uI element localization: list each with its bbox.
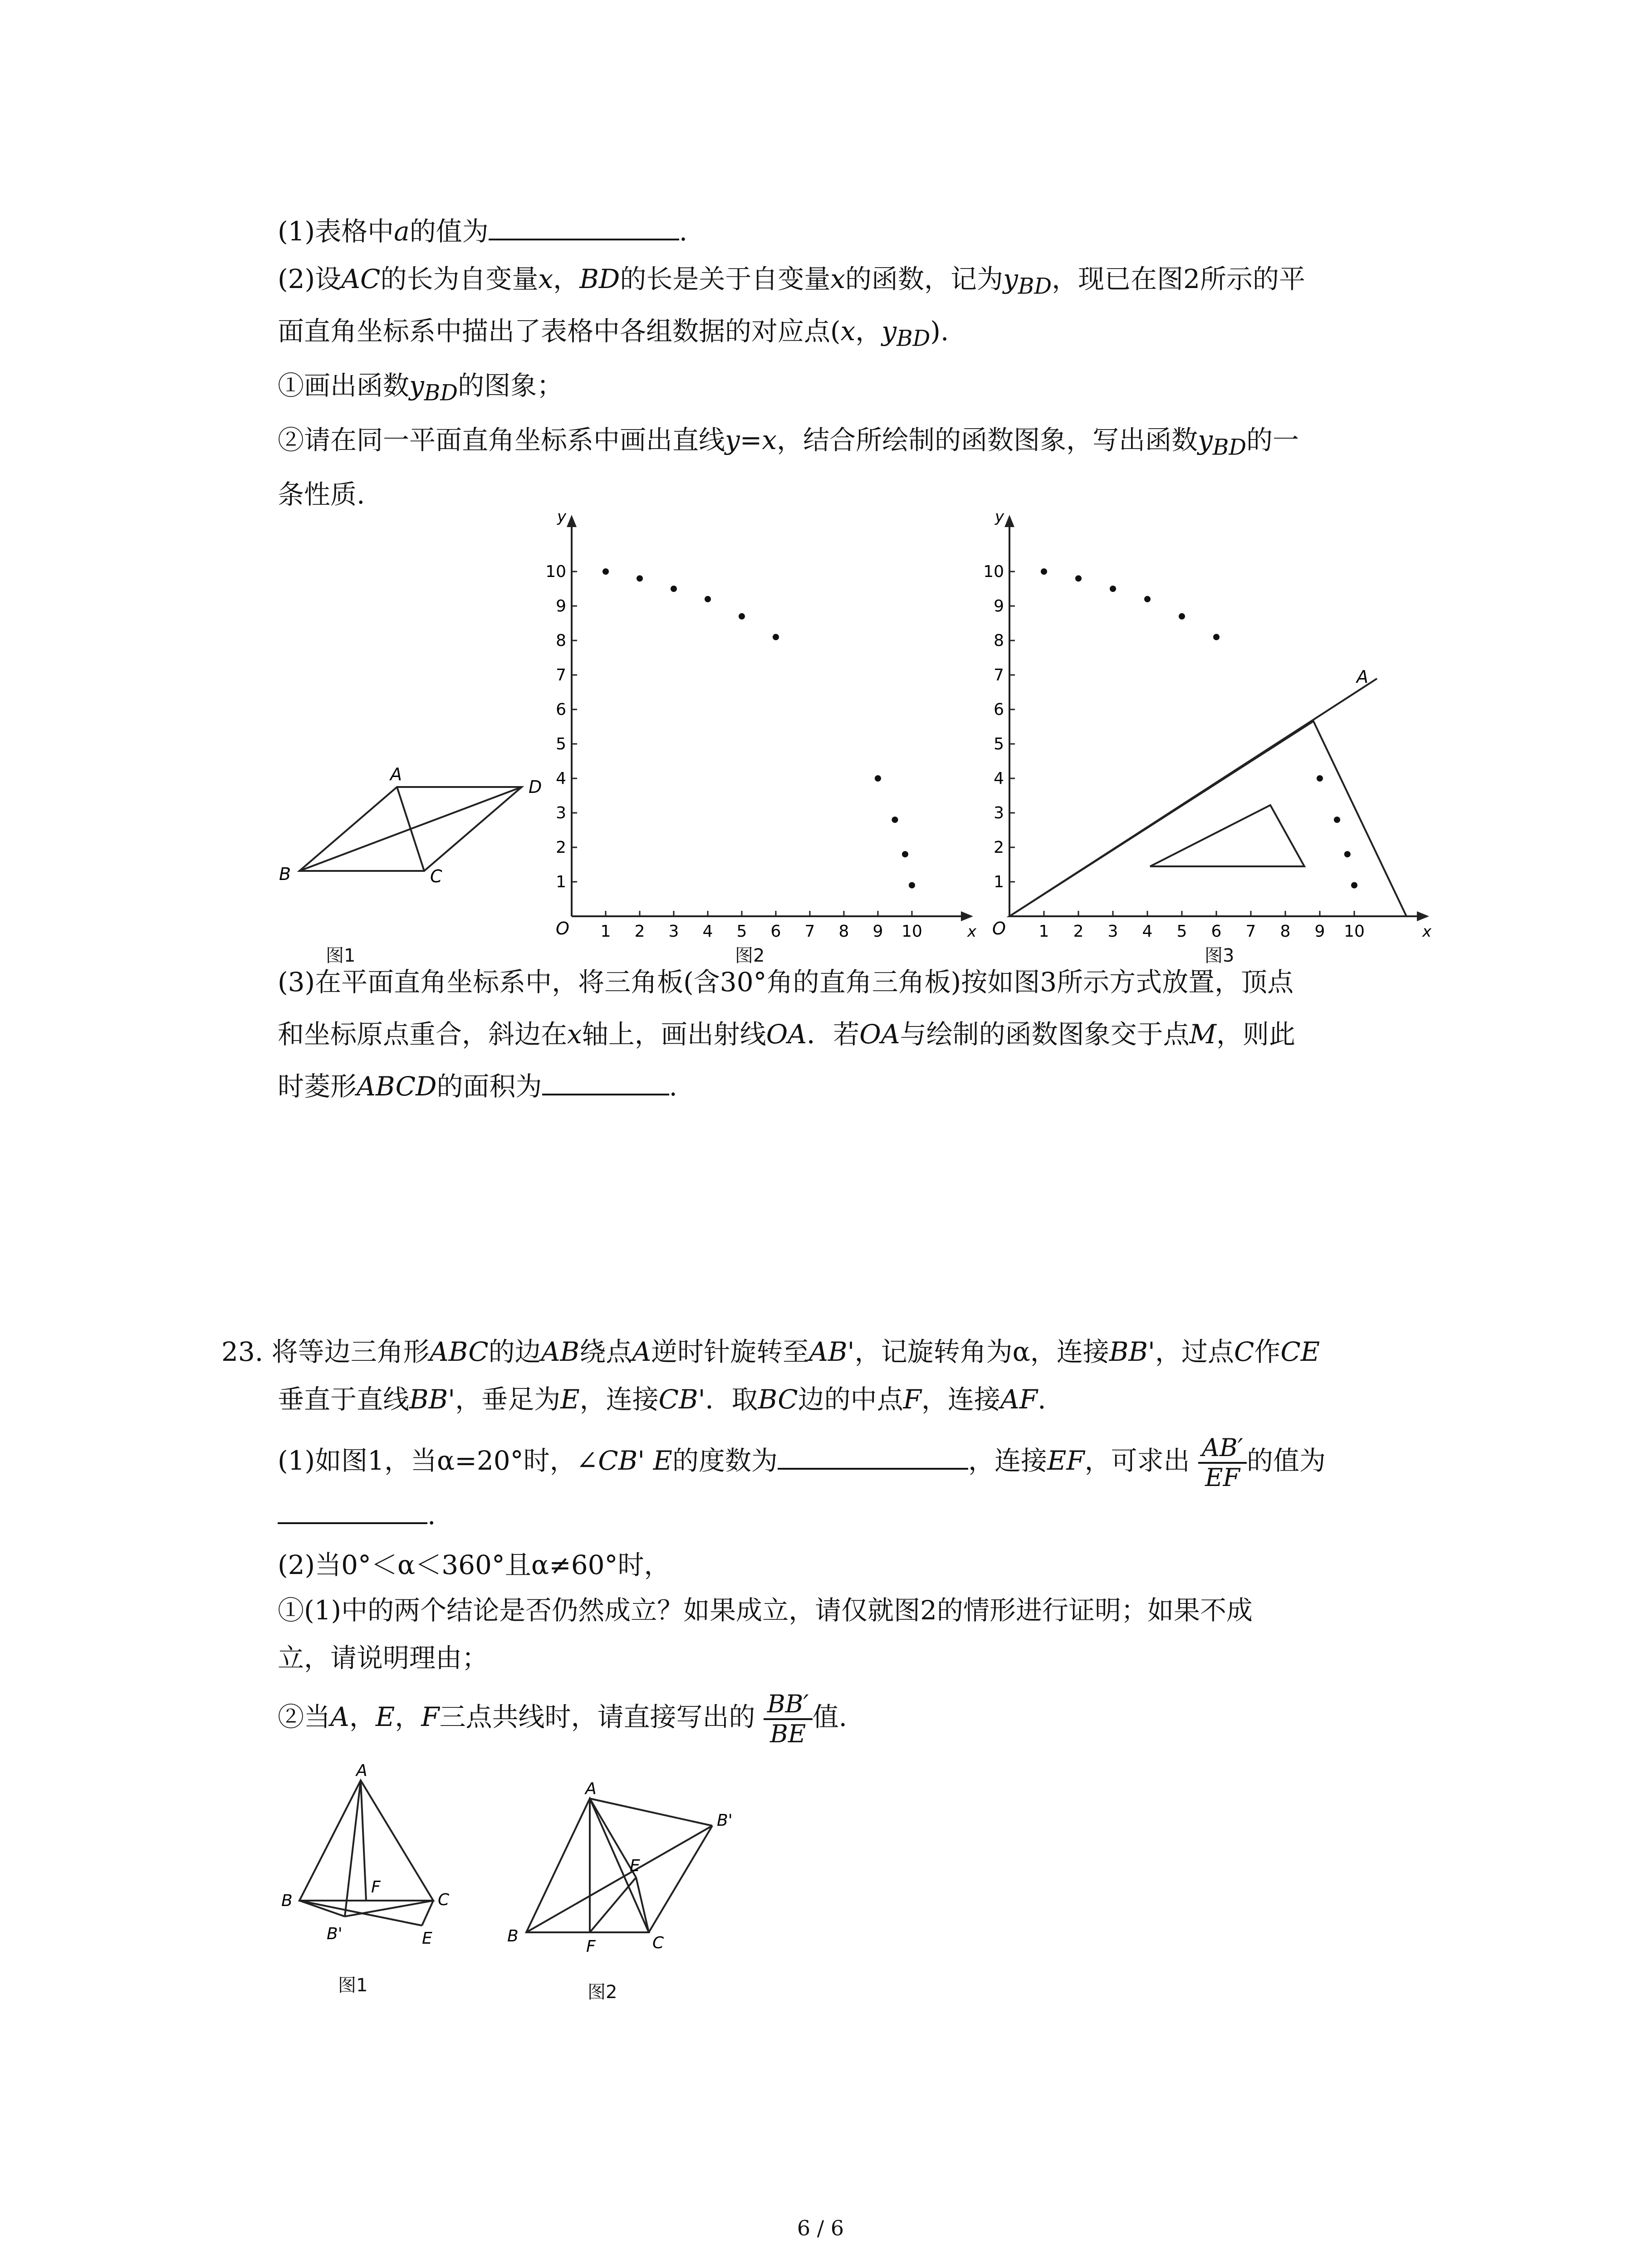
q23-part1-line2: .: [278, 1497, 436, 1533]
answer-blank-area[interactable]: [542, 1068, 669, 1095]
data-point: [1334, 816, 1340, 823]
y-tick-label: 4: [994, 769, 1004, 788]
x-tick-label: 9: [872, 922, 883, 941]
answer-blank-angle[interactable]: [778, 1442, 968, 1470]
y-tick-label: 1: [994, 873, 1004, 891]
q23f2-B: B: [507, 1927, 519, 1945]
q23-part2-line4: ②当A，E，F三点共线时，请直接写出的 $\frac{BB'}{BE}$ 值.: [278, 1689, 847, 1748]
y-tick-label: 7: [994, 666, 1004, 684]
page-number: 6 / 6: [797, 2216, 844, 2240]
point-C: C: [430, 866, 442, 886]
q22-part3-line1: (3)在平面直角坐标系中，将三角板(含30°角的直角三角板)按如图3所示方式放置，顶点: [278, 967, 1294, 997]
x-tick-label: 6: [770, 922, 781, 941]
y-tick-label: 9: [556, 597, 566, 616]
q23-part1-line1: (1)如图1，当α=20°时，∠CB' E的度数为 ，连接EF，可求出 $\frac{AB'}{EF}$ 的值为: [278, 1433, 1326, 1492]
data-point: [773, 634, 779, 640]
data-point: [902, 851, 908, 857]
q23f2-E: E: [630, 1857, 640, 1875]
data-point: [875, 775, 881, 782]
q22-part2-line4: ②请在同一平面直角坐标系中画出直线y=x，结合所绘制的函数图象，写出函数$y_{BD}$的一: [278, 425, 1299, 460]
y-tick-label: 8: [556, 631, 566, 650]
x-tick-label: 7: [804, 922, 815, 941]
x-tick-label: 1: [1038, 922, 1049, 941]
q22-part2-line3: ①画出函数$y_{BD}$的图象；: [278, 370, 563, 406]
q23f1-F: F: [371, 1878, 381, 1897]
figure3-chart-with-triangle: [973, 508, 1436, 943]
data-point: [739, 613, 745, 620]
set-square-inner: [1150, 805, 1304, 866]
x-tick-label: 1: [600, 922, 611, 941]
x-tick-label: 8: [838, 922, 849, 941]
data-point: [1179, 613, 1185, 620]
q23f1-B: B: [281, 1892, 293, 1910]
q22-part1: (1)表格中a的值为 .: [278, 213, 687, 249]
y-tick-label: 7: [556, 666, 566, 684]
x-axis-label: x: [967, 923, 977, 941]
x-tick-label: 10: [901, 922, 922, 941]
q23-figure1-label: 图1: [338, 1975, 368, 1996]
data-point: [1144, 596, 1151, 602]
point-B: B: [279, 864, 291, 884]
data-point: [671, 586, 677, 592]
q23-part2-line1: (2)当0°＜α＜360°且α≠60°时，: [278, 1549, 671, 1580]
data-point: [603, 568, 609, 575]
y-axis-label: y: [557, 508, 567, 526]
q22-part3-line2: 和坐标原点重合，斜边在x轴上，画出射线OA．若OA与绘制的函数图象交于点M，则此: [278, 1019, 1296, 1050]
q23f1-Bp: B': [327, 1925, 343, 1943]
q23-figure2: [499, 1780, 753, 1975]
x-tick-label: 10: [1344, 922, 1365, 941]
x-tick-label: 7: [1245, 922, 1256, 941]
data-point: [1317, 775, 1323, 782]
y-tick-label: 6: [556, 700, 566, 719]
fraction-BB-BE: $\frac{BB'}{BE}$: [764, 1690, 813, 1748]
y-tick-label: 2: [994, 838, 1004, 857]
figure2-label: 图2: [735, 945, 765, 966]
x-tick-label: 5: [1176, 922, 1187, 941]
x-tick-label: 6: [1211, 922, 1222, 941]
x-tick-label: 3: [1107, 922, 1118, 941]
x-tick-label: 8: [1280, 922, 1291, 941]
q23f1-A: A: [356, 1761, 367, 1780]
figure1-label: 图1: [326, 945, 356, 966]
ray-point-A: A: [1357, 667, 1368, 687]
x-tick-label: 4: [702, 922, 713, 941]
y-tick-label: 2: [556, 838, 566, 857]
q22-part2-line1: (2)设AC的长为自变量x，BD的长是关于自变量x的函数，记为$y_{BD}$，现已在图2所示的平: [278, 264, 1306, 299]
q23f2-F: F: [586, 1937, 596, 1956]
y-tick-label: 6: [994, 700, 1004, 719]
data-point: [909, 882, 915, 889]
y-tick-label: 4: [556, 769, 566, 788]
fraction-AB-EF: $\frac{AB'}{EF}$: [1198, 1434, 1247, 1492]
figure3-label: 图3: [1205, 945, 1234, 966]
x-axis-label-3: x: [1422, 923, 1432, 941]
data-point: [1344, 851, 1351, 857]
y-tick-label: 5: [994, 735, 1004, 753]
y-tick-label: 3: [994, 804, 1004, 822]
set-square-outer: [1009, 721, 1406, 916]
x-tick-label: 2: [634, 922, 645, 941]
x-tick-label: 5: [736, 922, 747, 941]
y-tick-label: 9: [994, 597, 1004, 616]
q23f1-E: E: [422, 1929, 432, 1948]
q22-part2-line5: 条性质.: [278, 479, 365, 510]
point-A: A: [390, 764, 402, 784]
x-tick-label: 3: [668, 922, 679, 941]
y-tick-label: 10: [545, 562, 566, 581]
q23-figure2-label: 图2: [588, 1982, 617, 2003]
q23f2-A: A: [585, 1780, 597, 1798]
data-point: [892, 816, 898, 823]
point-D: D: [529, 777, 542, 797]
data-point: [705, 596, 711, 602]
y-tick-label: 10: [983, 562, 1004, 581]
q23-part2-line3: 立，请说明理由；: [278, 1642, 489, 1673]
x-tick-label: 4: [1142, 922, 1153, 941]
data-point: [1110, 586, 1116, 592]
x-tick-label: 9: [1314, 922, 1325, 941]
figure1-rhombus: [268, 744, 567, 894]
q23f2-C: C: [652, 1934, 664, 1952]
y-tick-label: 3: [556, 804, 566, 822]
figure2-scatter-chart: [531, 508, 980, 943]
q23-line1: 23. 将等边三角形ABC的边AB绕点A逆时针旋转至AB'，记旋转角为α，连接BB'，过点C作CE: [221, 1336, 1320, 1367]
q23-line2: 垂直于直线BB'，垂足为E，连接CB'．取BC边的中点F，连接AF.: [278, 1384, 1046, 1415]
q22-part2-line2: 面直角坐标系中描出了表格中各组数据的对应点(x，$y_{BD}$).: [278, 316, 949, 352]
origin-label: O: [556, 919, 569, 938]
x-tick-label: 2: [1073, 922, 1084, 941]
y-axis-label-3: y: [995, 508, 1004, 526]
q22-part3-line3: 时菱形ABCD的面积为 .: [278, 1068, 677, 1105]
q23-figure1: [272, 1760, 463, 1973]
data-point: [637, 575, 643, 582]
answer-blank-a[interactable]: [489, 213, 679, 240]
q23f1-C: C: [438, 1891, 450, 1909]
data-point: [1351, 882, 1357, 889]
origin-label-3: O: [992, 919, 1006, 938]
y-tick-label: 8: [994, 631, 1004, 650]
answer-blank-ratio[interactable]: [278, 1497, 427, 1524]
y-tick-label: 5: [556, 735, 566, 753]
q23f2-Bp: B': [717, 1811, 733, 1830]
y-tick-label: 1: [556, 873, 566, 891]
data-point: [1041, 568, 1047, 575]
q23-part2-line2: ①(1)中的两个结论是否仍然成立？如果成立，请仅就图2的情形进行证明；如果不成: [278, 1595, 1253, 1626]
data-point: [1075, 575, 1082, 582]
data-point: [1213, 634, 1220, 640]
